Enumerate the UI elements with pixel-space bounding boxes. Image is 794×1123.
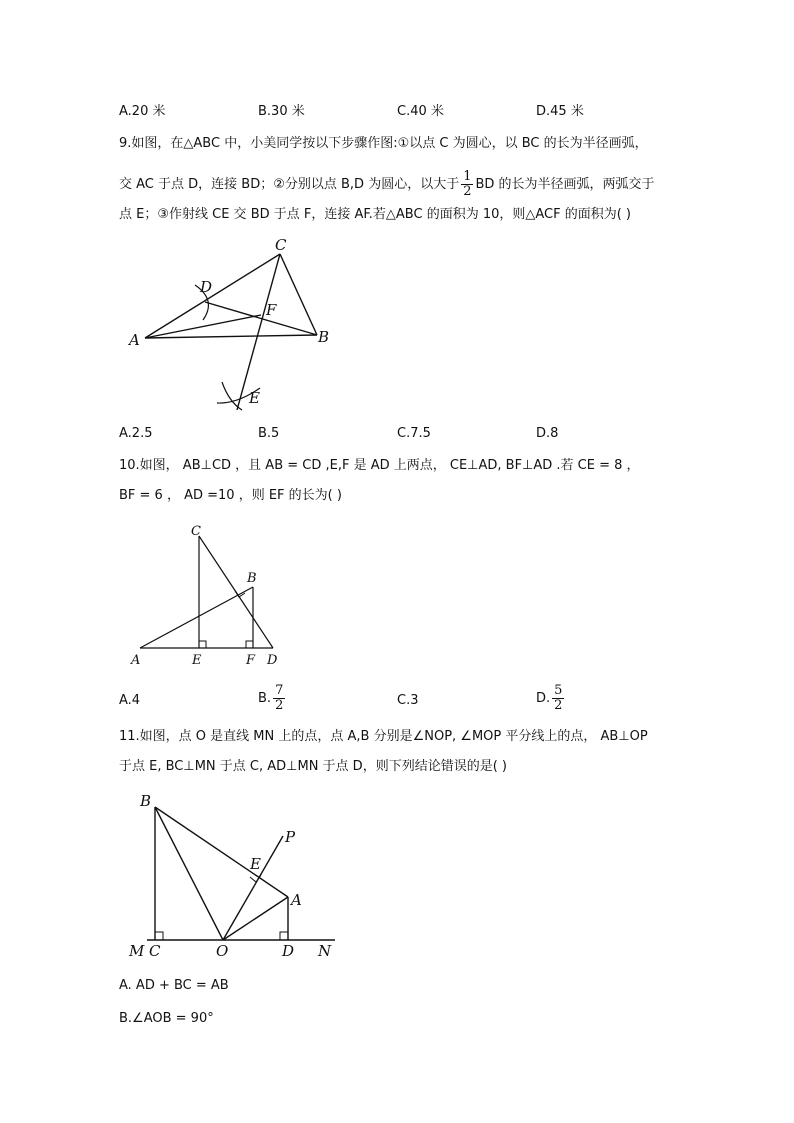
q10-option-b-den: 2	[275, 698, 284, 713]
q10-line2: BF = 6 ， AD =10 ，则 EF 的长为( )	[119, 488, 342, 503]
q10-label-f: F	[246, 653, 256, 668]
q10-option-d-fraction	[552, 684, 564, 713]
q9-label-b: B	[318, 328, 330, 346]
q9-fraction-den: 2	[463, 184, 472, 199]
q9-segment-db	[205, 302, 317, 335]
q10-option-c: C.3	[397, 693, 419, 708]
q10-label-c: C	[191, 524, 201, 539]
q11-figure	[125, 790, 340, 965]
q9-label-c: C	[275, 236, 287, 254]
q10-option-d-num: 5	[554, 683, 563, 698]
q9-line2-post: BD 的长为半径画弧，两弧交于	[475, 177, 655, 192]
q8-option-d: D.45 米	[536, 104, 584, 119]
q9-option-a: A.2.5	[119, 426, 153, 441]
q10-label-b: B	[247, 571, 257, 586]
q9-segment-cb	[280, 254, 317, 335]
q9-label-e: E	[249, 389, 260, 407]
q9-line2-pre: 交 AC 于点 D，连接 BD；②分别以点 B,D 为圆心，以大于	[119, 177, 460, 192]
q9-line3: 点 E；③作射线 CE 交 BD 于点 F，连接 AF.若△ABC 的面积为 10，则△ACF 的面积为( )	[119, 207, 631, 222]
q11-label-m: M	[129, 942, 145, 960]
q11-label-c: C	[149, 942, 161, 960]
q11-label-e: E	[250, 855, 261, 873]
q10-segment-ab	[140, 587, 253, 648]
q9-label-f: F	[266, 301, 277, 319]
q10-option-b	[258, 684, 287, 713]
q10-option-d	[536, 684, 566, 713]
q9-arc-e1	[222, 382, 242, 410]
q9-label-d: D	[200, 278, 213, 296]
q11-right-angle-d	[280, 932, 288, 940]
q9-fraction-num: 1	[463, 169, 472, 184]
q10-label-a: A	[131, 653, 141, 668]
q9-figure	[125, 230, 340, 415]
q11-line2: 于点 E, BC⊥MN 于点 C, AD⊥MN 于点 D，则下列结论错误的是( )	[119, 759, 507, 774]
q8-option-c: C.40 米	[397, 104, 444, 119]
q11-segment-bo	[155, 807, 223, 940]
q9-option-c: C.7.5	[397, 426, 431, 441]
q11-option-a: A. AD + BC = AB	[119, 978, 229, 993]
q8-option-a: A.20 米	[119, 104, 166, 119]
q11-label-a: A	[291, 891, 302, 909]
q10-option-a: A.4	[119, 693, 141, 708]
q10-label-d: D	[267, 653, 278, 668]
q9-segment-ab	[145, 335, 317, 338]
q11-right-angle-c	[155, 932, 163, 940]
q11-option-b: B.∠AOB = 90°	[119, 1011, 214, 1026]
q11-segment-oa	[223, 897, 288, 940]
q11-line1: 11.如图，点 O 是直线 MN 上的点，点 A,B 分别是∠NOP, ∠MOP 平分线上的点， AB⊥OP	[119, 729, 648, 744]
q10-line1: 10.如图， AB⊥CD ，且 AB = CD ,E,F 是 AD 上两点， CE⊥AD, BF⊥AD .若 CE = 8 ，	[119, 458, 640, 473]
q9-label-a: A	[129, 331, 140, 349]
q9-line1: 9.如图，在△ABC 中，小美同学按以下步骤作图:①以点 C 为圆心，以 BC 的长为半径画弧，	[119, 136, 648, 151]
q10-label-e: E	[192, 653, 202, 668]
q11-label-o: O	[216, 942, 229, 960]
q11-segment-ba	[155, 807, 288, 897]
q10-option-b-prefix: B.	[258, 691, 272, 706]
q10-figure	[125, 518, 285, 670]
q10-option-b-num: 7	[275, 683, 284, 698]
q11-label-n: N	[318, 942, 332, 960]
q8-option-b: B.30 米	[258, 104, 305, 119]
q10-option-d-den: 2	[554, 698, 563, 713]
q11-label-d: D	[282, 942, 295, 960]
q9-fraction	[461, 170, 473, 199]
q10-right-angle-e	[199, 641, 206, 648]
q11-label-b: B	[140, 792, 152, 810]
q10-option-d-prefix: D.	[536, 691, 551, 706]
q9-line2	[119, 170, 655, 199]
q11-label-p: P	[285, 828, 296, 846]
q9-option-b: B.5	[258, 426, 280, 441]
q10-right-angle-f	[246, 641, 253, 648]
q9-option-d: D.8	[536, 426, 559, 441]
q10-option-b-fraction	[273, 684, 285, 713]
